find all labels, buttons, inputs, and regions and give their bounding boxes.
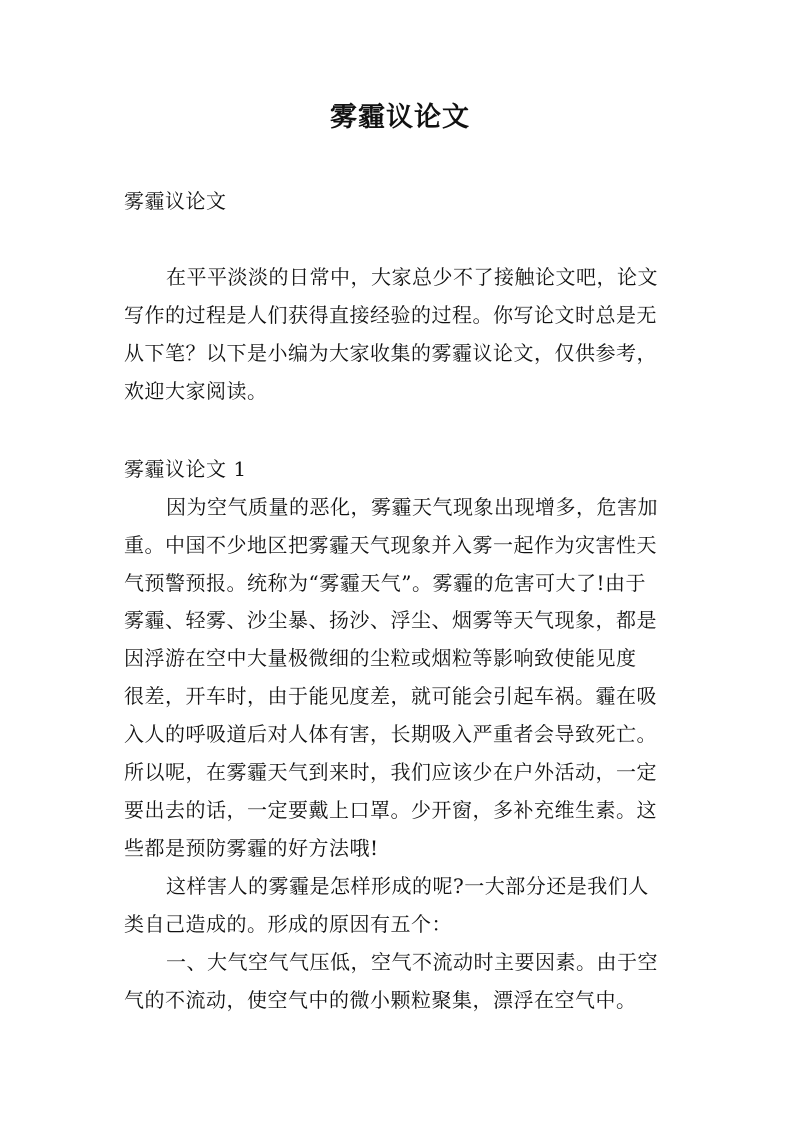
- paragraph-line: 入人的呼吸道后对人体有害，长期吸入严重者会导致死亡。: [124, 722, 657, 746]
- document-subtitle: 雾霾议论文: [124, 189, 227, 213]
- paragraph-line: 类自己造成的。形成的原因有五个：: [124, 912, 452, 936]
- paragraph-line: 雾霾、轻雾、沙尘暴、扬沙、浮尘、烟雾等天气现象，都是: [124, 608, 657, 632]
- paragraph-line: 因为空气质量的恶化，雾霾天气现象出现增多，危害加: [166, 495, 658, 519]
- intro-line: 欢迎大家阅读。: [124, 379, 268, 403]
- paragraph-line: 很差，开车时，由于能见度差，就可能会引起车祸。霾在吸: [124, 684, 657, 708]
- intro-line: 写作的过程是人们获得直接经验的过程。你写论文时总是无: [124, 303, 657, 327]
- section-heading: 雾霾议论文 1: [124, 457, 247, 481]
- paragraph-line: 些都是预防雾霾的好方法哦!: [124, 836, 379, 860]
- paragraph-line: 因浮游在空中大量极微细的尘粒或烟粒等影响致使能见度: [124, 646, 637, 670]
- paragraph-line: 重。中国不少地区把雾霾天气现象并入雾一起作为灾害性天: [124, 533, 657, 557]
- paragraph-line: 这样害人的雾霾是怎样形成的呢?一大部分还是我们人: [166, 874, 649, 898]
- paragraph-line: 要出去的话，一定要戴上口罩。少开窗，多补充维生素。这: [124, 798, 657, 822]
- intro-line: 在平平淡淡的日常中，大家总少不了接触论文吧，论文: [166, 265, 658, 289]
- document-title: 雾霾议论文: [330, 102, 470, 133]
- intro-line: 从下笔？以下是小编为大家收集的雾霾议论文，仅供参考，: [124, 341, 657, 365]
- paragraph-line: 气预警预报。统称为“雾霾天气”。雾霾的危害可大了!由于: [124, 571, 646, 595]
- paragraph-line: 一、大气空气气压低，空气不流动时主要因素。由于空: [166, 950, 658, 974]
- paragraph-line: 所以呢，在雾霾天气到来时，我们应该少在户外活动，一定: [124, 760, 657, 784]
- paragraph-line: 气的不流动，使空气中的微小颗粒聚集，漂浮在空气中。: [124, 988, 637, 1012]
